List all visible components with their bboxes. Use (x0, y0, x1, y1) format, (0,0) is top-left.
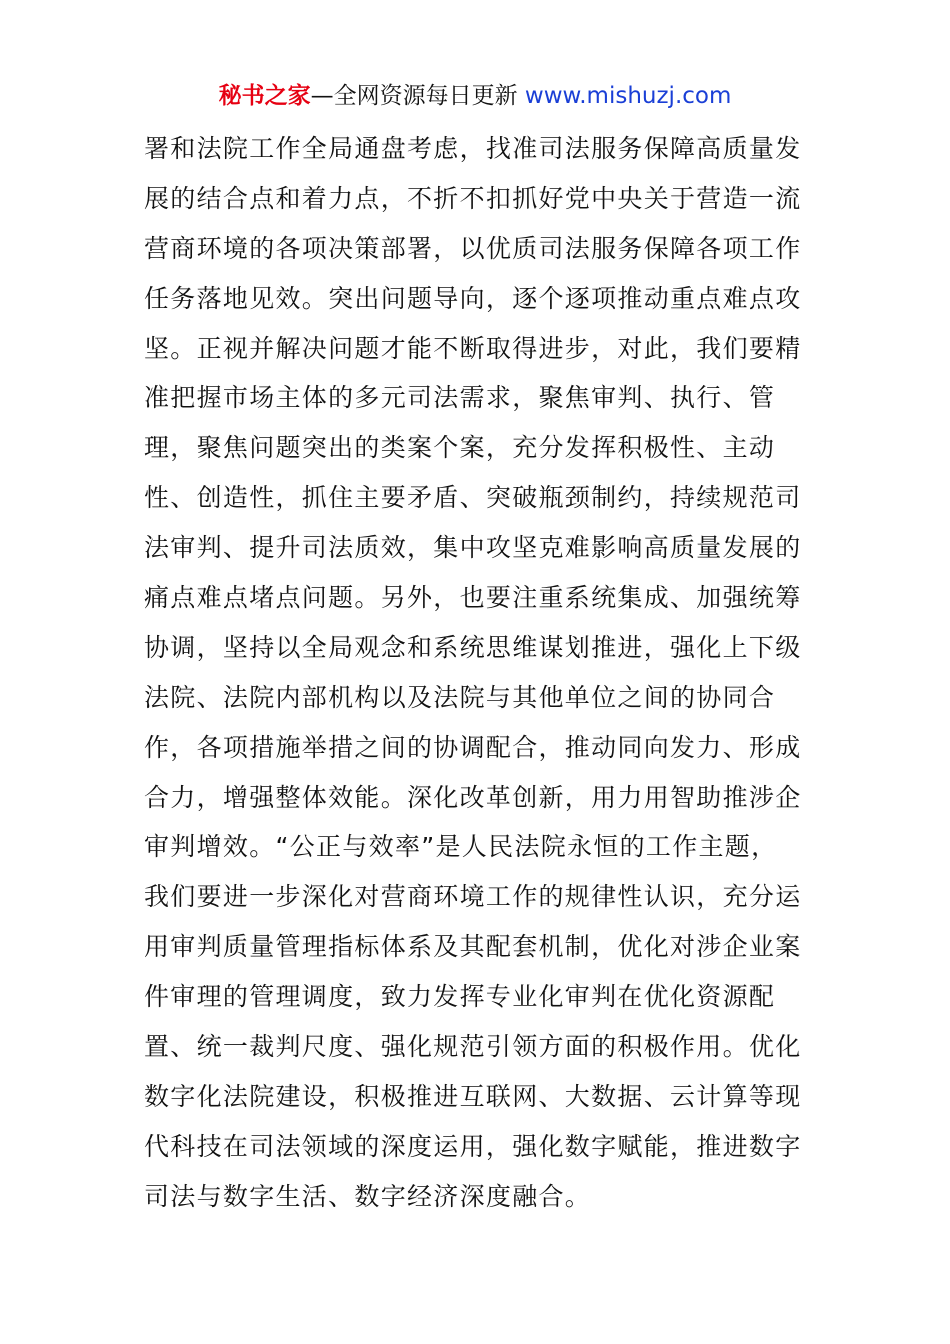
text-line: 代科技在司法领域的深度运用，强化数字赋能，推进数字 (144, 1131, 802, 1161)
header-tagline: —全网资源每日更新 (310, 83, 525, 109)
text-line: 法审判、提升司法质效，集中攻坚克难影响高质量发展的 (144, 533, 802, 563)
header-url[interactable]: www.mishuzj.com (524, 83, 732, 109)
text-line: 任务落地见效。突出问题导向，逐个逐项推动重点难点攻 (144, 283, 802, 313)
document-body (144, 124, 824, 1222)
text-line: 准把握市场主体的多元司法需求，聚焦审判、执行、管 (144, 383, 776, 413)
text-line: 性、创造性，抓住主要矛盾、突破瓶颈制约，持续规范司 (144, 483, 802, 513)
text-line: 展的结合点和着力点，不折不扣抓好党中央关于营造一流 (144, 183, 802, 213)
brand-name: 秘书之家 (218, 83, 311, 109)
text-line: 置、统一裁判尺度、强化规范引领方面的积极作用。优化 (144, 1032, 802, 1062)
text-line: 协调，坚持以全局观念和系统思维谋划推进，强化上下级 (144, 632, 802, 662)
text-line: 我们要进一步深化对营商环境工作的规律性认识，充分运 (144, 882, 802, 912)
text-line: 合力，增强整体效能。深化改革创新，用力用智助推涉企 (144, 782, 802, 812)
text-line: 用审判质量管理指标体系及其配套机制，优化对涉企业案 (144, 932, 802, 962)
text-line: 坚。正视并解决问题才能不断取得进步，对此，我们要精 (144, 333, 802, 363)
text-line: 署和法院工作全局通盘考虑，找准司法服务保障高质量发 (144, 134, 802, 163)
text-line: 数字化法院建设，积极推进互联网、大数据、云计算等现 (144, 1081, 802, 1111)
text-line: 审判增效。“公正与效率”是人民法院永恒的工作主题， (144, 832, 778, 862)
text-line: 司法与数字生活、数字经济深度融合。 (144, 1181, 592, 1211)
text-line: 件审理的管理调度，致力发挥专业化审判在优化资源配 (144, 982, 776, 1012)
text-line: 痛点难点堵点问题。另外，也要注重系统集成、加强统筹 (144, 583, 802, 613)
text-line: 作，各项措施举措之间的协调配合，推动同向发力、形成 (144, 732, 802, 762)
page-header (0, 80, 950, 112)
text-line: 法院、法院内部机构以及法院与其他单位之间的协同合 (144, 682, 776, 712)
text-line: 营商环境的各项决策部署，以优质司法服务保障各项工作 (144, 233, 802, 263)
text-line: 理，聚焦问题突出的类案个案，充分发挥积极性、主动 (144, 433, 776, 463)
